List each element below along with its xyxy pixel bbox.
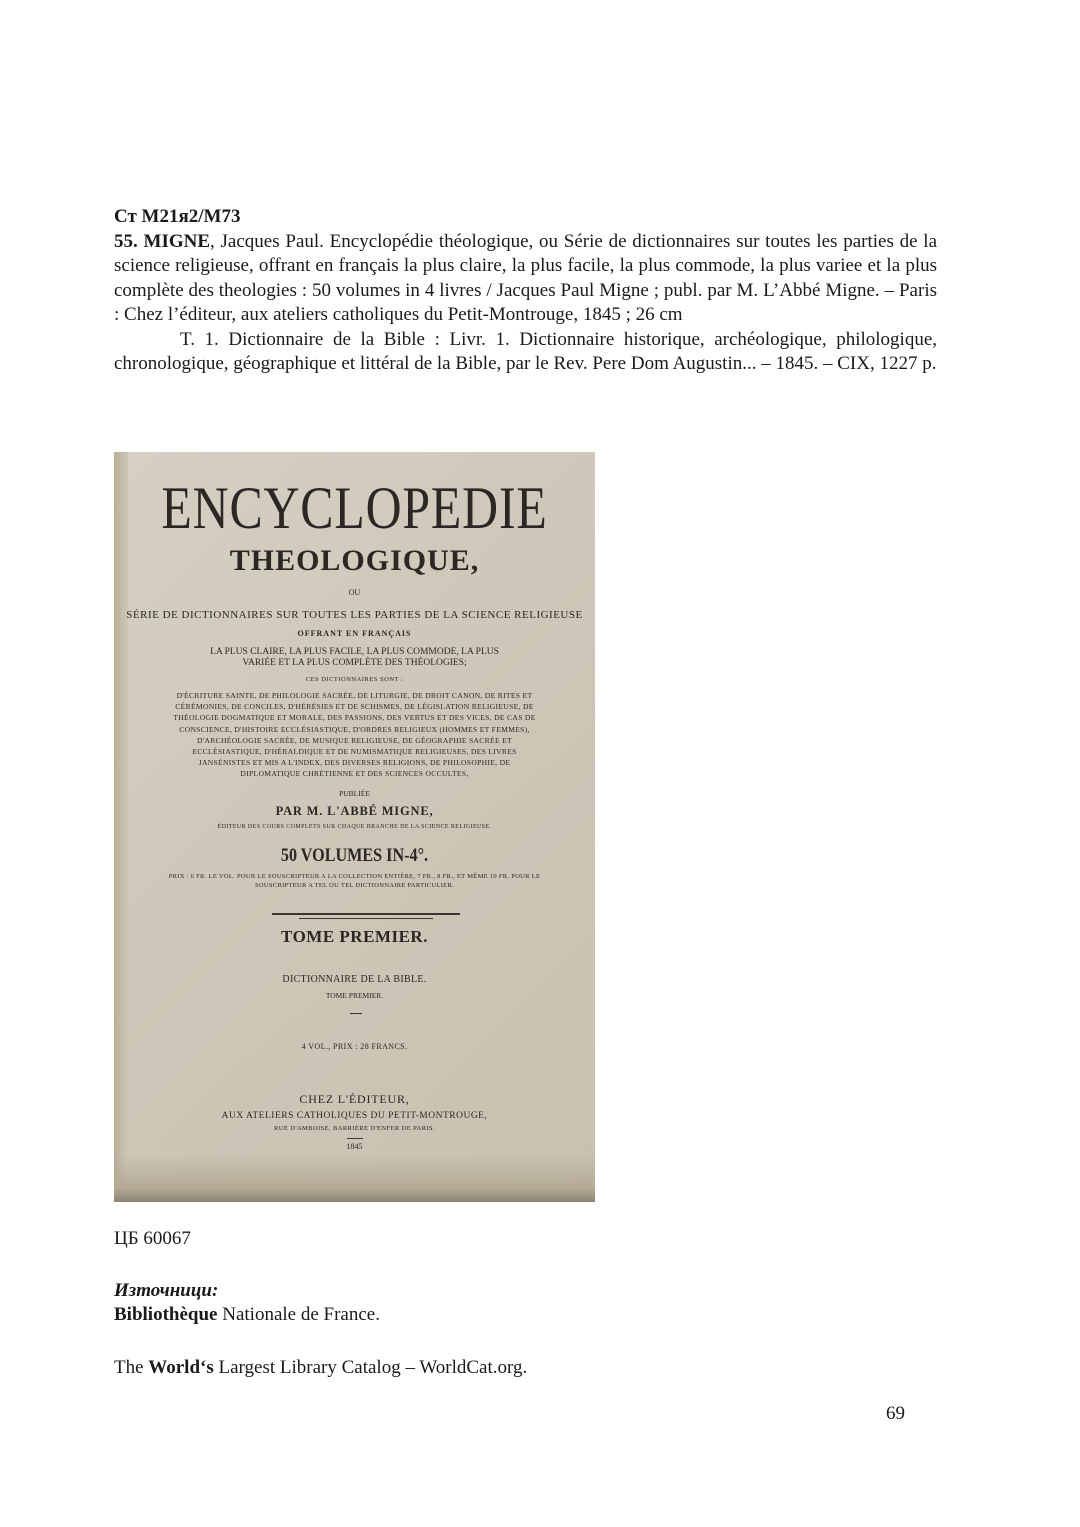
tp-rue: RUE D'AMBOISE, BARRIÈRE D'ENFER DE PARIS. — [274, 1125, 435, 1132]
tp-dict-sont: CES DICTIONNAIRES SONT : — [305, 676, 404, 683]
tp-theologique: THEOLOGIQUE, — [229, 544, 480, 577]
source-bnf-bold: Bibliothèque — [114, 1304, 218, 1325]
tp-ou: OU — [348, 588, 361, 597]
tp-tome-premier: TOME PREMIER. — [281, 927, 428, 946]
catalog-entry — [114, 205, 937, 377]
source-bnf-rest: Nationale de France. — [217, 1304, 380, 1325]
volume-text: T. 1. Dictionnaire de la Bible : Livr. 1. Dictionnaire historique, archéologique, philologique, chronologique, géographique et littéral de la Bible, par le Rev. Pere Dom Augustin... – 1845. – CIX, 1227 p. — [114, 328, 937, 374]
tp-tome-premier-small: TOME PREMIER. — [325, 991, 384, 1000]
source-worldcat-bold: World‘s — [148, 1357, 214, 1378]
tp-volumes: 50 VOLUMES IN-4°. — [280, 845, 429, 866]
tp-par-migne: PAR M. L'ABBÉ MIGNE, — [275, 804, 434, 818]
tp-rule — [272, 913, 460, 915]
tp-ateliers: AUX ATELIERS CATHOLIQUES DU PETIT-MONTROUGE, — [221, 1111, 488, 1121]
source-worldcat — [114, 1357, 527, 1379]
tp-clair: LA PLUS CLAIRE, LA PLUS FACILE, LA PLUS COMMODE, LA PLUS VARIÉE ET LA PLUS COMPLÈTE DES THÉOLOGIES; — [210, 647, 499, 668]
source-worldcat-pre: The — [114, 1357, 149, 1378]
source-bnf — [114, 1304, 380, 1326]
sources-heading: Източници: — [114, 1280, 219, 1301]
tp-dash — [350, 1013, 362, 1014]
tp-publiee: PUBLIÉE — [339, 789, 370, 798]
tp-dictionary-list: D'ÉCRITURE SAINTE, DE PHILOLOGIE SACRÉE, DE LITURGIE, DE DROIT CANON, DE RITES ET CÉRÉMONIES, DE CONCILES, D'HÉRÉSIES ET DE SCHISMES, DE LÉGISLATION RELIGIEUSE, DE THÉOLOGIE DOGMATIQUE ET MORALE, DES PASSIONS, DES VERTUS ET DES VICES, DE CAS DE CONSCIENCE, D'HISTOIRE ECCLÉSIASTIQUE, D'ORDRES RELIGIEUX (HOMMES ET FEMMES), D'ARCHÉOLOGIE SACRÉE, DE MUSIQUE RELIGIEUSE, DE GÉOGRAPHIE SACRÉE ET ECCLÉSIASTIQUE, D'HÉRALDIQUE ET DE NUMISMATIQUE RELIGIEUSES, DES LIVRES JANSÉNISTES ET MIS A L'INDEX, DES DIVERSES RELIGIONS, DE PHILOSOPHIE, DE DIPLOMATIQUE CHRÉTIENNE ET DES SCIENCES OCCULTES, — [173, 691, 536, 779]
tp-encyclopedie: ENCYCLOPEDIE — [161, 475, 548, 541]
entry-number: 55. — [114, 230, 138, 252]
source-worldcat-rest: Largest Library Catalog – WorldCat.org. — [213, 1357, 528, 1378]
page-number: 69 — [886, 1403, 905, 1424]
call-number: ЦБ 60067 — [114, 1228, 191, 1249]
tp-rule-thin — [299, 918, 433, 919]
worn-bottom-edge — [114, 1154, 595, 1202]
tp-chez-editeur: CHEZ L'ÉDITEUR, — [299, 1092, 410, 1106]
tp-dash-2 — [347, 1138, 363, 1139]
tp-offrant: OFFRANT EN FRANÇAIS — [297, 629, 412, 638]
title-page-photo — [114, 452, 595, 1202]
tp-prix: PRIX : 6 FR. LE VOL. POUR LE SOUSCRIPTEUR A LA COLLECTION ENTIÈRE, 7 FR., 8 FR., ET MÊME 10 FR. POUR LE SOUSCRIPTEUR A TEL OU TEL DICTIONNAIRE PARTICULIER. — [168, 873, 541, 889]
shelfmark: Ст М21я2/М73 — [114, 206, 241, 227]
tp-year: 1845 — [346, 1142, 363, 1151]
tp-four-vol: 4 VOL., PRIX : 28 FRANCS. — [301, 1042, 408, 1051]
tp-editeur: ÉDITEUR DES COURS COMPLETS SUR CHAQUE BRANCHE DE LA SCIENCE RELIGIEUSE. — [217, 824, 492, 830]
entry-text: , Jacques Paul. Encyclopédie théologique, ou Série de dictionnaires sur toutes les parties de la science religieuse, offrant en français la plus claire, la plus facile, la plus commode, la plus variee et la plus complète des theologies : 50 volumes in 4 livres / Jacques Paul Migne ; publ. par M. L’Abbé Migne. – Paris : Chez l’éditeur, aux ateliers catholiques du Petit-Montrouge, 1845 ; 26 cm — [114, 230, 938, 325]
tp-dict-bible: DICTIONNAIRE DE LA BIBLE. — [282, 974, 427, 985]
entry-main — [114, 230, 937, 328]
author-surname: MIGNE — [143, 230, 211, 252]
tp-serie: SÉRIE DE DICTIONNAIRES SUR TOUTES LES PARTIES DE LA SCIENCE RELIGIEUSE — [126, 609, 583, 621]
